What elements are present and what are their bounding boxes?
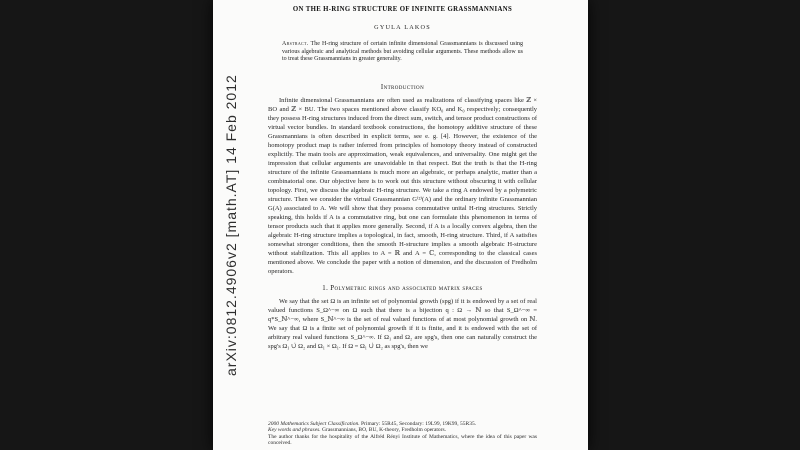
footnote-keywords-label: Key words and phrases. (268, 427, 321, 434)
section-heading-introduction: Introduction (380, 83, 425, 91)
footnote-msc-label: 2000 Mathematics Subject Classification. (268, 420, 360, 427)
abstract-text: The H-ring structure of certain infinite dimensional Grassmannians is discussed using various algebraic and analytical methods but avoiding cellular arguments. These methods allow us to treat these Grassmannians in greater generality. (282, 41, 523, 63)
paper-page (213, 0, 588, 450)
footnote-msc (268, 421, 537, 428)
paper-abstract (282, 41, 523, 64)
footnote-acknowledgement: The author thanks for the hospitality of the Alfréd Rényi Institute of Mathematics, where the idea of this paper was conceived. (268, 433, 537, 447)
section1-paragraph: We say that the set Ω is an infinite set of polynomial growth (spg) if it is endowed by a set of real valued functions S_Ω^−∞ on Ω such that there is a bijection q : Ω → ℕ so that S_Ω^−∞ = q*S_ℕ^−∞, where S_ℕ^−∞ is the set of real valued functions of at most polynomial growth on ℕ. We say that Ω is a finite set of polynomial growth if it is finite, and it is endowed with the set of arbitrary real valued functions S_Ω^−∞. If Ω₁ and Ω₂ are spg's, then one can naturally construct the spg's Ω₁ ∪̇ Ω₂ and Ω₁ × Ω₁. If Ω = Ω₁ ∪̇ Ω₂ as spg's, then we (268, 297, 537, 350)
paper-title: ON THE H-RING STRUCTURE OF INFINITE GRASSMANNIANS (292, 6, 513, 13)
footnote-keywords (268, 427, 537, 434)
footnote-msc-text: Primary: 55R45, Secondary: 19L99, 19K99, 55R35. (359, 420, 477, 427)
paper-author: GYULA LAKOS (374, 24, 431, 31)
footnote-keywords-text: Grassmannians, BO, BU, K-theory, Fredholm operators. (320, 427, 447, 434)
arxiv-watermark: arXiv:0812.4906v2 [math.AT] 14 Feb 2012 (223, 74, 239, 376)
footnotes-block (268, 421, 537, 447)
section-heading-polymetric-rings: 1. Polymetric rings and associated matrix spaces (322, 284, 483, 292)
introduction-paragraph: Infinite dimensional Grassmannians are often used as realizations of classifying spaces like ℤ × BO and ℤ × BU. The two spaces mentioned above classify KO₀ and K₀ respectively; consequently they possess H-ring structures induced from the direct sum, switch, and tensor product constructions of virtual vector bundles. In standard textbook constructions, the homotopy additive structure of these Grassmannians is often described in explicit terms, see e. g. [4]. However, the existence of the homotopy product map is rather inferred from principles of homotopy theory instead of constructed explicitly. The main tools are approximation, weak equivalences, and universality. One might get the impression that cellular arguments are unavoidable in that respect. But the truth is that the H-ring structure of the infinite Grassmannians is much more an algebraic, or perhaps analytic, matter than a combinatorial one. Our objective here is to work out this structure without obscuring it with cellular topology. First, we discuss the algebraic H-ring structure. We take a ring A endowed by a polymetric structure. Then we consider the virtual Grassmannian G⁽²⁾(A) and the ordinary infinite Grassmannian G(A) associated to A. We will show that they possess commutative unital H-ring structures. Strictly speaking, this holds if A is a commutative ring, but one can formulate this phenomenon in terms of tensor products such that it applies more generally. Second, if A is a locally convex algebra, then the algebraic H-ring structure implies a topological, in fact, smooth, H-ring structure. Third, if A satisfies somewhat stronger conditions, then the smooth H-structure implies a smooth algebraic H-structure without stabilization. This all applies to A = ℝ and A = ℂ, corresponding to the classical cases mentioned above. We conclude the paper with a notion of dimension, and the discussion of Fredholm operators. (268, 96, 537, 275)
abstract-label: Abstract. (282, 41, 309, 47)
